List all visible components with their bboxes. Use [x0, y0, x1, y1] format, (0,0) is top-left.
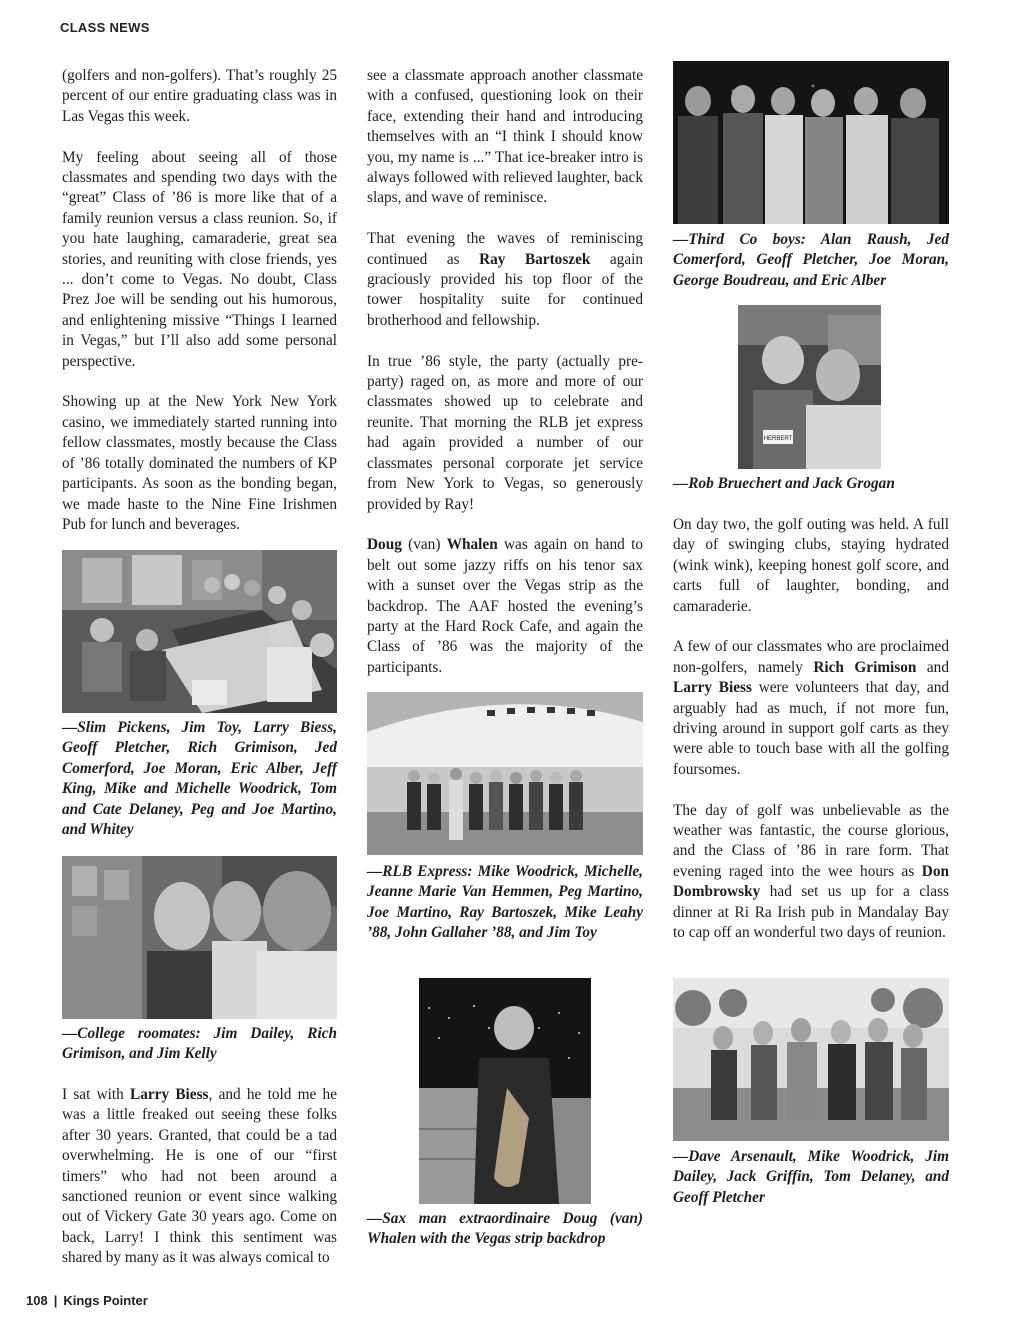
col3-p2-text-b: were volunteers that day, and arguably had as much, if not more fun, driving around in support golf carts as they were able to touch base with all the golfing foursomes.: [673, 679, 949, 778]
col3-paragraph-2: [673, 637, 949, 780]
col1-p4-text-b: , and he told me he was a little freaked out seeing these folks after 30 years. Granted, that could be a tad overwhelming. He is one of our “first timers” who had not been around a sanctioned reunion or event since walking out of Vickery Gate 30 years ago. Come on back, Larry! I think this sentiment was shared by many as it was always comical to: [62, 1086, 337, 1267]
third-co-image: [673, 61, 949, 224]
col2-paragraph-3: In true ’86 style, the party (actually pre-party) raged on, as more and more of our classmates showed up to celebrate and reunite. That morning the RLB jet express had again provided a number of our classmates personal corporate jet service from New York to Vegas, so generously provided by Ray!: [367, 352, 643, 513]
section-header: CLASS NEWS: [60, 20, 150, 35]
pub-lunch-photo: [62, 550, 337, 713]
page-footer: [26, 1293, 148, 1308]
column-1: [62, 66, 337, 556]
col2-paragraph-1: see a classmate approach another classmate with a confused, questioning look on their face, extending their hand and introducing themselves with an “I think I should know you, my name is ...” That ice-breaker intro is always followed with relieved laughter, back slaps, and wave of reminisce.: [367, 67, 643, 207]
col1-paragraph-3: Showing up at the New York New York casino, we immediately started running into fellow classmates, mostly because the Class of ’86 totally dominated the numbers of KP participants. As soon as the bonding began, we made haste to the Nine Fine Irishmen Pub for lunch and beverages.: [62, 393, 337, 533]
third-co-photo: [673, 61, 949, 224]
col3-paragraph-3: [673, 801, 949, 944]
col3-p2-and: and: [916, 658, 949, 676]
col1-p4-name: Larry Biess: [130, 1086, 209, 1103]
publication-name: Kings Pointer: [63, 1293, 148, 1308]
col2-p4-mid: (van): [401, 536, 447, 554]
column-3-text: [673, 515, 949, 964]
third-co-caption: —Third Co boys: Alan Raush, Jed Comerford, Geoff Pletcher, Joe Moran, George Boudreau, and Eric Alber: [673, 231, 949, 289]
col1-p4-text-a: I sat with: [62, 1086, 131, 1103]
sax-caption: —Sax man extraordinaire Doug (van) Whalen with the Vegas strip backdrop: [367, 1210, 643, 1248]
col2-paragraph-2: [367, 229, 643, 331]
rob-jack-caption: —Rob Bruechert and Jack Grogan: [673, 475, 895, 492]
jet-image: [367, 692, 643, 855]
jet-caption: —RLB Express: Mike Woodrick, Michelle, Jeanne Marie Van Hemmen, Peg Martino, Joe Martino, Ray Bartoszek, Mike Leahy ’88, John Gallaher ’88, and Jim Toy: [367, 863, 643, 942]
golf-image: [673, 978, 949, 1141]
col3-p2-text-a: A few of our classmates who are proclaimed non-golfers, namely: [673, 638, 949, 676]
col2-p2-text-a: That evening the waves of reminiscing continued as: [367, 230, 643, 268]
col1-paragraph-4: [62, 1085, 337, 1269]
pub-lunch-caption: —Slim Pickens, Jim Toy, Larry Biess, Geoff Pletcher, Rich Grimison, Jed Comerford, Joe Moran, Eric Alber, Jeff King, Mike and Michelle Woodrick, Tom and Cate Delaney, Peg and Joe Martino, and Whitey: [62, 719, 337, 839]
sax-photo: [419, 978, 591, 1204]
pub-lunch-image: [62, 550, 337, 713]
column-2: [367, 66, 643, 699]
roommates-image: [62, 856, 337, 1019]
col2-p2-name: Ray Bartoszek: [479, 250, 591, 268]
footer-separator: |: [53, 1293, 58, 1308]
col3-p2-name-2: Larry Biess: [673, 679, 752, 697]
rob-jack-photo: [738, 305, 881, 469]
golf-caption: —Dave Arsenault, Mike Woodrick, Jim Dailey, Jack Griffin, Tom Delaney, and Geoff Pletcher: [673, 1148, 949, 1206]
col2-p4-name-2: Whalen: [446, 536, 498, 554]
col2-p4-text-b: was again on hand to belt out some jazzy riffs on his tenor sax with a sunset over the Vegas strip as the backdrop. The AAF hosted the evening’s party at the Hard Rock Cafe, and again the Class of ’86 was the majority of the participants.: [367, 536, 643, 676]
col3-paragraph-1: On day two, the golf outing was held. A full day of swinging clubs, staying hydrated (wink wink), keeping honest golf score, and carts full of laughter, bonding, and camaraderie.: [673, 516, 949, 615]
col3-p3-text-a: The day of golf was unbelievable as the weather was fantastic, the course glorious, and the Class of ’86 in rare form. That evening raged into the wee hours as: [673, 801, 949, 880]
page-number: 108: [26, 1293, 48, 1308]
golf-photo: [673, 978, 949, 1141]
name-badge-text: HERBERT: [763, 436, 793, 442]
sax-image: [419, 978, 591, 1204]
col3-p2-name-1: Rich Grimison: [813, 658, 917, 676]
col3-p3-name: Don Dombrowsky: [673, 862, 949, 901]
col3-p3-text-b: had set us up for a class dinner at Ri Ra Irish pub in Mandalay Bay to cap off an wonderful two days of reunion.: [673, 883, 949, 942]
col2-p2-text-b: again graciously provided his top floor of the tower hospitality suite for continued brotherhood and fellowship.: [367, 250, 644, 329]
roommates-caption: —College roomates: Jim Dailey, Rich Grimison, and Jim Kelly: [62, 1025, 337, 1063]
col1-paragraph-1: (golfers and non-golfers). That’s roughly 25 percent of our entire graduating class was in Las Vegas this week.: [62, 67, 337, 125]
jet-photo: [367, 692, 643, 855]
col1-paragraph-2: My feeling about seeing all of those classmates and spending two days with the “great” Class of ’86 is more like that of a family reunion versus a class reunion. So, if you hate laughing, camaraderie, great sea stories, and reuniting with close friends, yes ... don’t come to Vegas. No doubt, Class Prez Joe will be sending out his humorous, and enlightening missive “Things I learned in Vegas,” but I’ll also add some personal perspective.: [62, 148, 337, 370]
roommates-photo: [62, 856, 337, 1019]
col2-p4-name-1: Doug: [367, 536, 402, 554]
rob-jack-image: [738, 305, 881, 469]
col2-paragraph-4: [367, 535, 643, 678]
